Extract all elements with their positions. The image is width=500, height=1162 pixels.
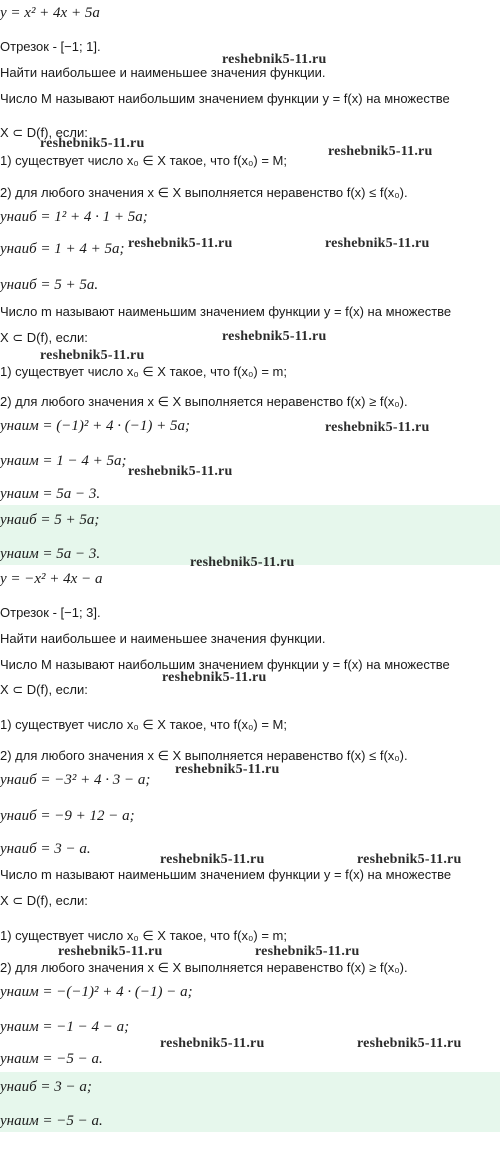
min-definition-2-line1: Число m называют наименьшим значением функции y = f(x) на множестве (0, 867, 452, 882)
watermark: reshebnik5-11.ru (328, 144, 433, 159)
max-calc-2-step2: yнаиб = −9 + 12 − a; (0, 808, 135, 824)
watermark: reshebnik5-11.ru (222, 52, 327, 67)
max-condition-2-a: 1) существует число x₀ ∈ X такое, что f(x₀) = M; (0, 717, 287, 732)
watermark: reshebnik5-11.ru (58, 944, 163, 959)
max-condition-1-a: 1) существует число x₀ ∈ X такое, что f(x₀) = M; (0, 153, 287, 168)
watermark: reshebnik5-11.ru (357, 1036, 462, 1051)
max-definition-2-line2: X ⊂ D(f), если: (0, 682, 88, 697)
min-condition-1-a: 1) существует число x₀ ∈ X такое, что f(x₀) = m; (0, 364, 287, 379)
watermark: reshebnik5-11.ru (40, 348, 145, 363)
watermark: reshebnik5-11.ru (255, 944, 360, 959)
watermark: reshebnik5-11.ru (128, 236, 233, 251)
max-condition-1-b: 2) для любого значения x ∈ X выполняется неравенство f(x) ≤ f(x₀). (0, 185, 408, 200)
watermark: reshebnik5-11.ru (162, 670, 267, 685)
answer-max-1: yнаиб = 5 + 5a; (0, 512, 100, 528)
task-text-1: Найти наибольшее и наименьшее значения функции. (0, 65, 326, 80)
max-condition-2-b: 2) для любого значения x ∈ X выполняется неравенство f(x) ≤ f(x₀). (0, 748, 408, 763)
function-formula-2: y = −x² + 4x − a (0, 571, 103, 587)
max-calc-1-step1: yнаиб = 1² + 4 · 1 + 5a; (0, 209, 148, 225)
min-definition-2-line2: X ⊂ D(f), если: (0, 893, 88, 908)
max-definition-1-line1: Число M называют наибольшим значением функции y = f(x) на множестве (0, 91, 450, 106)
max-calc-2-step3: yнаиб = 3 − a. (0, 841, 91, 857)
task-text-2: Найти наибольшее и наименьшее значения функции. (0, 631, 326, 646)
watermark: reshebnik5-11.ru (325, 420, 430, 435)
min-definition-1-line2: X ⊂ D(f), если: (0, 330, 88, 345)
watermark: reshebnik5-11.ru (357, 852, 462, 867)
watermark: reshebnik5-11.ru (160, 852, 265, 867)
min-calc-1-step1: yнаим = (−1)² + 4 · (−1) + 5a; (0, 418, 191, 434)
min-calc-1-step2: yнаим = 1 − 4 + 5a; (0, 453, 127, 469)
max-calc-2-step1: yнаиб = −3² + 4 · 3 − a; (0, 772, 151, 788)
watermark: reshebnik5-11.ru (160, 1036, 265, 1051)
watermark: reshebnik5-11.ru (128, 464, 233, 479)
min-condition-2-a: 1) существует число x₀ ∈ X такое, что f(x₀) = m; (0, 928, 287, 943)
segment-text-1: Отрезок - [−1; 1]. (0, 39, 101, 54)
answer-min-2: yнаим = −5 − a. (0, 1113, 103, 1129)
min-condition-2-b: 2) для любого значения x ∈ X выполняется неравенство f(x) ≥ f(x₀). (0, 960, 408, 975)
min-definition-1-line1: Число m называют наименьшим значением функции y = f(x) на множестве (0, 304, 452, 319)
watermark: reshebnik5-11.ru (222, 329, 327, 344)
min-calc-2-step2: yнаим = −1 − 4 − a; (0, 1019, 130, 1035)
min-calc-2-step1: yнаим = −(−1)² + 4 · (−1) − a; (0, 984, 193, 1000)
max-definition-2-line1: Число M называют наибольшим значением функции y = f(x) на множестве (0, 657, 450, 672)
min-calc-1-step3: yнаим = 5a − 3. (0, 486, 101, 502)
segment-text-2: Отрезок - [−1; 3]. (0, 605, 101, 620)
answer-max-2: yнаиб = 3 − a; (0, 1079, 92, 1095)
watermark: reshebnik5-11.ru (190, 555, 295, 570)
watermark: reshebnik5-11.ru (175, 762, 280, 777)
min-condition-1-b: 2) для любого значения x ∈ X выполняется неравенство f(x) ≥ f(x₀). (0, 394, 408, 409)
watermark: reshebnik5-11.ru (325, 236, 430, 251)
answer-min-1: yнаим = 5a − 3. (0, 546, 101, 562)
max-definition-1-line2: X ⊂ D(f), если: (0, 125, 88, 140)
max-calc-1-step3: yнаиб = 5 + 5a. (0, 277, 99, 293)
watermark: reshebnik5-11.ru (40, 136, 145, 151)
function-formula-1: y = x² + 4x + 5a (0, 5, 100, 21)
min-calc-2-step3: yнаим = −5 − a. (0, 1051, 103, 1067)
max-calc-1-step2: yнаиб = 1 + 4 + 5a; (0, 241, 125, 257)
